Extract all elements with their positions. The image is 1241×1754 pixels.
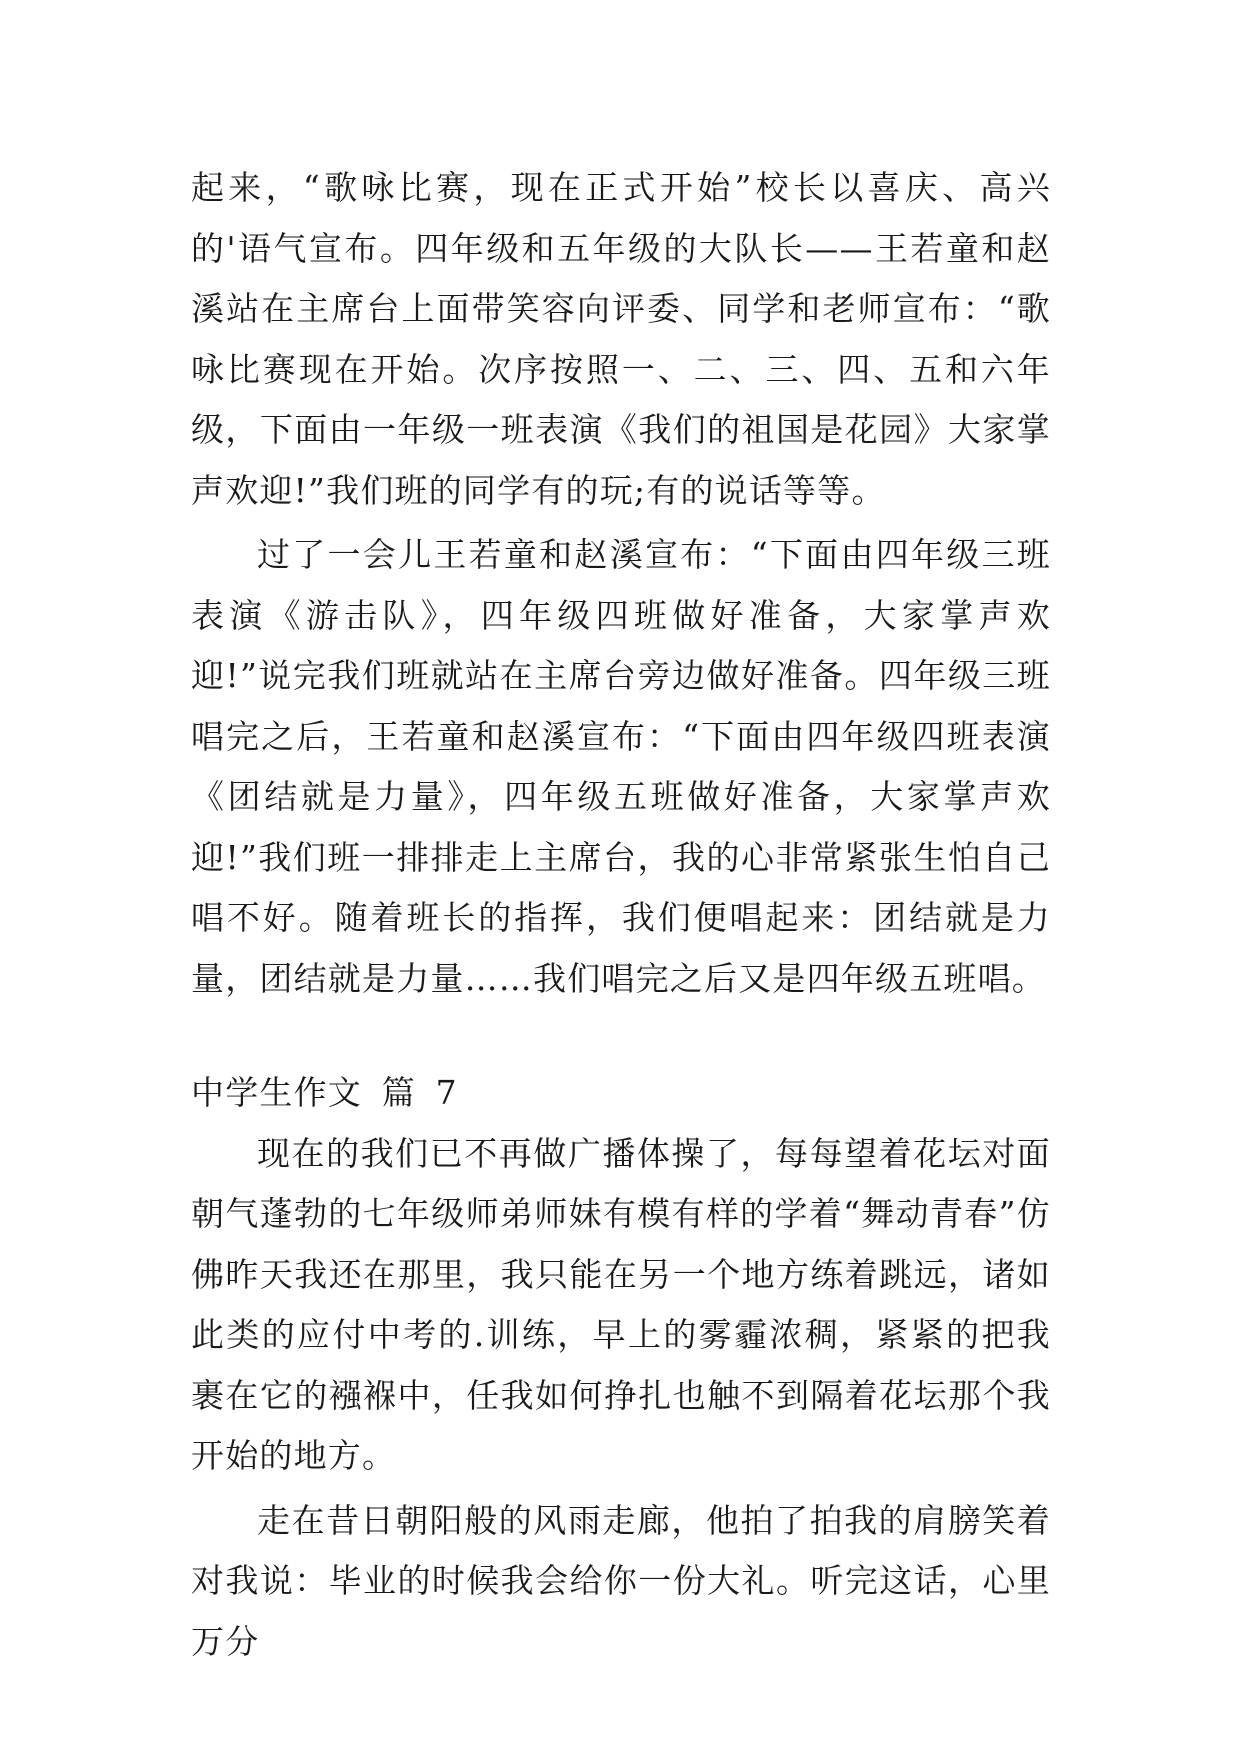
paragraph-2: 过了一会儿王若童和赵溪宣布：“下面由四年级三班表演《游击队》，四年级四班做好准备，大家掌声欢迎!”说完我们班就站在主席台旁边做好准备。四年级三班唱完之后，王若童和赵溪宣布：“下面由四年级四班表演《团结就是力量》，四年级五班做好准备，大家掌声欢迎!”我们班一排排走上主席台，我的心非常紧张生怕自己唱不好。随着班长的指挥，我们便唱起来：团结就是力量，团结就是力量……我们唱完之后又是四年级五班唱。 <box>191 535 1051 998</box>
section-heading: 中学生作文 篇 7 <box>191 1073 458 1112</box>
paragraph-1: 起来，“歌咏比赛，现在正式开始”校长以喜庆、高兴的'语气宣布。四年级和五年级的大队长——王若童和赵溪站在主席台上面带笑容向评委、同学和老师宣布：“歌咏比赛现在开始。次序按照一、二、三、四、五和六年级，下面由一年级一班表演《我们的祖国是花园》大家掌声欢迎!”我们班的同学有的玩;有的说话等等。 <box>191 168 1051 510</box>
document-body <box>191 158 1051 1672</box>
paragraph-3: 现在的我们已不再做广播体操了，每每望着花坛对面朝气蓬勃的七年级师弟师妹有模有样的学着“舞动青春”仿佛昨天我还在那里，我只能在另一个地方练着跳远，诸如此类的应付中考的.训练，早上的雾霾浓稠，紧紧的把我裹在它的襁褓中，任我如何挣扎也触不到隔着花坛那个我开始的地方。 <box>191 1133 1051 1475</box>
paragraph-4: 走在昔日朝阳般的风雨走廊，他拍了拍我的肩膀笑着对我说：毕业的时候我会给你一份大礼。听完这话，心里万分 <box>191 1500 1051 1661</box>
